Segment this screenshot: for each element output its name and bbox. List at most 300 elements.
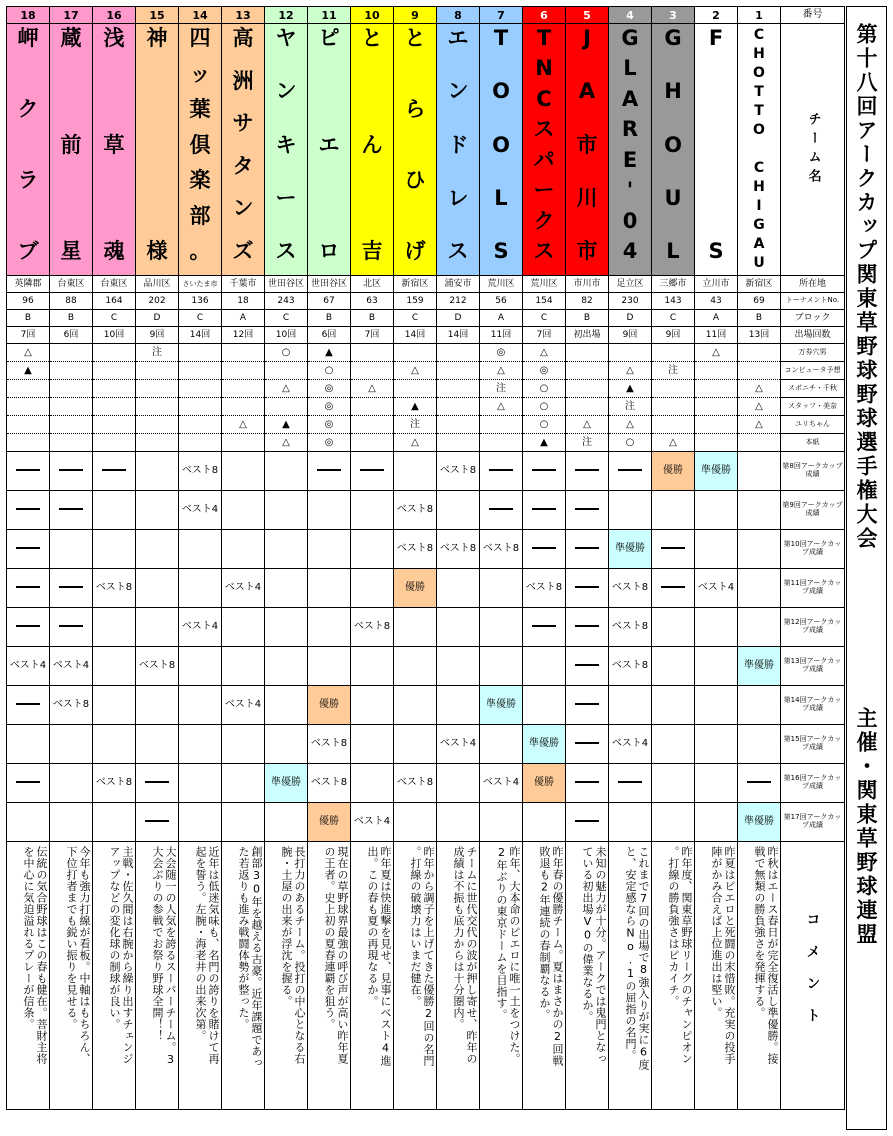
comment-column: 敗退も2年連続の春制覇なるか。 — [538, 846, 551, 1021]
team-name — [50, 24, 93, 276]
comment-text — [566, 842, 608, 1106]
dash-mark — [575, 586, 599, 588]
history-result — [308, 452, 351, 491]
dash-mark — [575, 469, 599, 471]
prediction-mark — [738, 434, 781, 452]
team-comment — [394, 842, 437, 1110]
history-result: ベスト8 — [308, 764, 351, 803]
history-label: 第8回アークカップ成績 — [781, 452, 845, 491]
history-result — [265, 608, 308, 647]
history-result — [609, 686, 652, 725]
history-result — [179, 569, 222, 608]
team-comment — [136, 842, 179, 1110]
comment-column: 創部30年を越える古豪。近年課題であっ — [250, 846, 263, 1069]
prediction-mark — [222, 398, 265, 416]
team-block: C — [394, 310, 437, 327]
history-result — [480, 452, 523, 491]
team-block: A — [480, 310, 523, 327]
prediction-mark: 注 — [136, 344, 179, 362]
history-result: ベスト8 — [609, 569, 652, 608]
team-number: 2 — [695, 7, 738, 24]
team-loc: 浦安市 — [437, 276, 480, 293]
team-number: 16 — [93, 7, 136, 24]
history-result — [265, 569, 308, 608]
prediction-mark: △ — [609, 362, 652, 380]
history-result — [695, 686, 738, 725]
history-result: ベスト8 — [523, 569, 566, 608]
team-number: 15 — [136, 7, 179, 24]
history-result — [222, 647, 265, 686]
history-result — [738, 764, 781, 803]
history-result — [566, 569, 609, 608]
team-block: B — [7, 310, 50, 327]
history-result — [265, 686, 308, 725]
history-result — [480, 647, 523, 686]
table-row — [7, 608, 845, 647]
team-name — [437, 24, 480, 276]
team-app: 6回 — [308, 327, 351, 344]
team-loc: 荒川区 — [480, 276, 523, 293]
history-result — [265, 452, 308, 491]
history-result — [738, 608, 781, 647]
history-result — [480, 803, 523, 842]
comment-text — [179, 842, 221, 1106]
comment-column: 今年も強力打線が看板。中軸はもちろん、 — [78, 846, 91, 1065]
team-comment — [265, 842, 308, 1110]
comment-column: 下位打者までも鋭い振りを見せる。 — [65, 846, 78, 1030]
prediction-mark — [136, 434, 179, 452]
team-number: 17 — [50, 7, 93, 24]
history-result — [566, 491, 609, 530]
comment-column: 未知の魅力が十分。アークでは鬼門となっ — [594, 846, 607, 1065]
history-result — [179, 764, 222, 803]
history-result — [652, 803, 695, 842]
history-result — [50, 569, 93, 608]
comment-label — [781, 842, 845, 1110]
prediction-mark — [265, 398, 308, 416]
history-result — [50, 530, 93, 569]
comment-column: の王者。史上初の夏春連覇を狙う。 — [323, 846, 336, 1030]
team-block: D — [609, 310, 652, 327]
prediction-mark: △ — [652, 434, 695, 452]
prediction-mark — [437, 380, 480, 398]
history-result — [136, 725, 179, 764]
history-result — [50, 452, 93, 491]
history-result — [738, 452, 781, 491]
prediction-mark — [222, 434, 265, 452]
team-name — [695, 24, 738, 276]
dash-mark — [575, 820, 599, 822]
team-app: 9回 — [652, 327, 695, 344]
history-result — [480, 608, 523, 647]
comment-heading: コメント — [804, 911, 821, 1040]
history-result — [136, 491, 179, 530]
comment-column: 近年は低迷気味も、名門の誇りを賭けて再 — [207, 846, 220, 1065]
history-result — [222, 452, 265, 491]
history-result: 準優勝 — [265, 764, 308, 803]
prediction-mark — [652, 344, 695, 362]
history-result — [738, 530, 781, 569]
team-name — [738, 24, 781, 276]
prediction-mark — [93, 380, 136, 398]
prediction-mark: △ — [738, 398, 781, 416]
team-tno: 154 — [523, 293, 566, 310]
number-label: 番号 — [781, 7, 845, 24]
team-name — [351, 24, 394, 276]
history-result — [437, 491, 480, 530]
team-table — [6, 6, 845, 1110]
dash-mark — [575, 547, 599, 549]
table-row — [7, 764, 845, 803]
team-app: 初出場 — [566, 327, 609, 344]
prediction-mark — [93, 362, 136, 380]
history-result: ベスト8 — [179, 452, 222, 491]
team-name-text: G L A R E ' 0 4 — [621, 26, 639, 263]
team-tno: 96 — [7, 293, 50, 310]
team-comment — [738, 842, 781, 1110]
prediction-mark: △ — [222, 416, 265, 434]
team-name — [179, 24, 222, 276]
prediction-mark: ○ — [523, 398, 566, 416]
history-result — [738, 686, 781, 725]
prediction-mark: △ — [738, 416, 781, 434]
history-result: 準優勝 — [695, 452, 738, 491]
title-band — [846, 6, 887, 1130]
prediction-mark — [394, 344, 437, 362]
history-result — [480, 491, 523, 530]
history-result — [394, 452, 437, 491]
prediction-mark — [7, 380, 50, 398]
team-tno: 18 — [222, 293, 265, 310]
team-tno: 69 — [738, 293, 781, 310]
history-result — [351, 452, 394, 491]
table-row — [7, 362, 845, 380]
prediction-mark — [351, 434, 394, 452]
prediction-mark — [566, 398, 609, 416]
history-result — [7, 569, 50, 608]
history-label: 第14回アークカップ成績 — [781, 686, 845, 725]
prediction-mark: △ — [7, 344, 50, 362]
team-tno: 67 — [308, 293, 351, 310]
table-row — [7, 24, 845, 276]
team-tno: 56 — [480, 293, 523, 310]
team-block: A — [222, 310, 265, 327]
team-name-heading: チーム名 — [805, 111, 821, 188]
dash-mark — [661, 547, 685, 549]
dash-mark — [145, 781, 169, 783]
history-result: ベスト4 — [609, 725, 652, 764]
team-app: 9回 — [609, 327, 652, 344]
prediction-mark — [7, 416, 50, 434]
dash-mark — [575, 625, 599, 627]
history-result: ベスト4 — [480, 764, 523, 803]
dash-mark — [317, 469, 341, 471]
team-tno: 88 — [50, 293, 93, 310]
prediction-mark: ▲ — [308, 344, 351, 362]
history-result — [351, 686, 394, 725]
history-result — [93, 491, 136, 530]
team-number: 14 — [179, 7, 222, 24]
team-comment — [609, 842, 652, 1110]
prediction-mark — [480, 416, 523, 434]
table-row — [7, 344, 845, 362]
prediction-mark: △ — [566, 416, 609, 434]
history-label: 第13回アークカップ成績 — [781, 647, 845, 686]
prediction-mark: △ — [265, 380, 308, 398]
history-result: ベスト4 — [222, 686, 265, 725]
history-result — [437, 569, 480, 608]
comment-column: 昨年春の優勝チーム。夏はまさかの2回戦 — [551, 846, 564, 1067]
history-result — [93, 530, 136, 569]
history-result — [7, 491, 50, 530]
comment-column: 。打線の勝負強さはピカイチ。 — [667, 846, 680, 1007]
comment-column: ている初出場V0の偉業なるか。 — [581, 846, 594, 1023]
history-result — [652, 647, 695, 686]
team-loc: 台東区 — [50, 276, 93, 293]
history-result — [695, 803, 738, 842]
table-row — [7, 7, 845, 24]
history-result — [652, 491, 695, 530]
team-block: D — [437, 310, 480, 327]
comment-text — [652, 842, 694, 1106]
team-app: 13回 — [738, 327, 781, 344]
prediction-mark — [50, 380, 93, 398]
prediction-mark — [351, 344, 394, 362]
prediction-mark — [50, 434, 93, 452]
comment-text — [50, 842, 92, 1106]
prediction-mark — [136, 380, 179, 398]
history-result: ベスト4 — [437, 725, 480, 764]
team-number: 3 — [652, 7, 695, 24]
team-number: 11 — [308, 7, 351, 24]
history-label: 第9回アークカップ成績 — [781, 491, 845, 530]
prediction-mark — [50, 344, 93, 362]
team-name — [566, 24, 609, 276]
history-result: ベスト8 — [480, 530, 523, 569]
team-block: B — [738, 310, 781, 327]
history-result: ベスト4 — [351, 803, 394, 842]
team-tno: 143 — [652, 293, 695, 310]
team-loc: 品川区 — [136, 276, 179, 293]
team-tno: 230 — [609, 293, 652, 310]
history-label: 第12回アークカップ成績 — [781, 608, 845, 647]
dash-mark — [59, 586, 83, 588]
comment-column: 主戦・佐久間は右腕から繰り出すチェンジ — [121, 846, 134, 1065]
prediction-mark: 注 — [609, 398, 652, 416]
table-row — [7, 276, 845, 293]
table-row — [7, 434, 845, 452]
history-result — [136, 569, 179, 608]
dash-mark — [489, 508, 513, 510]
prediction-mark — [652, 380, 695, 398]
history-result — [136, 530, 179, 569]
history-result: 準優勝 — [523, 725, 566, 764]
prediction-mark: ▲ — [7, 362, 50, 380]
table-row — [7, 398, 845, 416]
prediction-mark: ▲ — [394, 398, 437, 416]
prediction-mark — [50, 362, 93, 380]
history-result: 優勝 — [308, 686, 351, 725]
history-result — [523, 491, 566, 530]
team-name — [480, 24, 523, 276]
prediction-mark — [179, 398, 222, 416]
team-loc: 千葉市 — [222, 276, 265, 293]
prediction-mark — [695, 416, 738, 434]
prediction-mark: △ — [480, 362, 523, 380]
page-title: 第十八回アークカップ関東草野球野球選手権大会 — [854, 23, 878, 551]
team-name-text: T N C ス パ ー ク ス — [533, 26, 555, 263]
history-result — [308, 647, 351, 686]
row-label-location: 所在地 — [781, 276, 845, 293]
history-result — [523, 452, 566, 491]
prediction-mark: 注 — [652, 362, 695, 380]
history-result — [652, 725, 695, 764]
history-result — [50, 491, 93, 530]
prediction-mark: △ — [738, 380, 781, 398]
prediction-mark — [265, 362, 308, 380]
prediction-mark — [652, 416, 695, 434]
history-result — [480, 725, 523, 764]
history-result — [437, 647, 480, 686]
team-name — [652, 24, 695, 276]
dash-mark — [532, 547, 556, 549]
history-result: 優勝 — [308, 803, 351, 842]
team-comment — [480, 842, 523, 1110]
prediction-mark — [93, 344, 136, 362]
team-loc: 北区 — [351, 276, 394, 293]
team-app: 14回 — [437, 327, 480, 344]
team-number: 13 — [222, 7, 265, 24]
prediction-mark — [695, 380, 738, 398]
comment-column: 昨年夏は快進撃を見せ、見事にベスト4進 — [379, 846, 392, 1067]
prediction-mark — [695, 362, 738, 380]
history-result — [351, 569, 394, 608]
history-result: ベスト8 — [93, 764, 136, 803]
prediction-mark — [480, 434, 523, 452]
table-row — [7, 530, 845, 569]
comment-column: 大会随一の人気を誇るスーパーチーム。3 — [164, 846, 177, 1067]
comment-text — [695, 842, 737, 1106]
dash-mark — [59, 469, 83, 471]
history-result: 準優勝 — [480, 686, 523, 725]
team-app: 11回 — [695, 327, 738, 344]
prediction-mark: ○ — [265, 344, 308, 362]
prediction-mark: ○ — [609, 434, 652, 452]
history-result — [566, 530, 609, 569]
team-loc: さいたま市 — [179, 276, 222, 293]
team-block: B — [566, 310, 609, 327]
history-result — [222, 725, 265, 764]
comment-column: 戦で無類の勝負強さを発揮する。 — [753, 846, 766, 1019]
team-number: 4 — [609, 7, 652, 24]
history-result: ベスト8 — [308, 725, 351, 764]
prediction-mark — [179, 362, 222, 380]
team-number: 10 — [351, 7, 394, 24]
team-app: 6回 — [50, 327, 93, 344]
dash-mark — [532, 469, 556, 471]
history-result — [93, 803, 136, 842]
prediction-mark: 注 — [480, 380, 523, 398]
comment-text — [437, 842, 479, 1106]
comment-text — [265, 842, 307, 1106]
history-result — [308, 569, 351, 608]
history-result — [50, 725, 93, 764]
history-label: 第11回アークカップ成績 — [781, 569, 845, 608]
dash-mark — [575, 742, 599, 744]
history-result — [222, 530, 265, 569]
prediction-mark — [351, 362, 394, 380]
team-name-text: F S — [708, 26, 724, 263]
team-app: 14回 — [394, 327, 437, 344]
history-result — [652, 530, 695, 569]
team-loc: 荒川区 — [523, 276, 566, 293]
comment-column: アップなどの変化球の制球が良い。 — [108, 846, 121, 1030]
prediction-mark — [566, 344, 609, 362]
prediction-label: スポニチ・千秋 — [781, 380, 845, 398]
history-result — [93, 647, 136, 686]
table-row — [7, 380, 845, 398]
history-result — [566, 608, 609, 647]
history-result: ベスト8 — [394, 764, 437, 803]
history-result: ベスト8 — [50, 686, 93, 725]
dash-mark — [59, 625, 83, 627]
team-app: 14回 — [179, 327, 222, 344]
team-comment — [50, 842, 93, 1110]
history-result — [136, 686, 179, 725]
team-block: C — [93, 310, 136, 327]
history-result: 優勝 — [523, 764, 566, 803]
prediction-mark: ▲ — [265, 416, 308, 434]
comment-text — [136, 842, 178, 1106]
team-name-text: 神 様 — [146, 26, 168, 263]
team-block: B — [308, 310, 351, 327]
dash-mark — [575, 781, 599, 783]
comment-text — [7, 842, 49, 1106]
history-result: ベスト4 — [179, 491, 222, 530]
team-loc: 世田谷区 — [308, 276, 351, 293]
history-result — [265, 725, 308, 764]
team-name-text: 蔵 前 星 — [60, 26, 82, 263]
history-result — [136, 452, 179, 491]
history-label: 第15回アークカップ成績 — [781, 725, 845, 764]
team-tno: 63 — [351, 293, 394, 310]
dash-mark — [489, 469, 513, 471]
prediction-mark — [437, 434, 480, 452]
dash-mark — [618, 469, 642, 471]
prediction-mark — [738, 344, 781, 362]
prediction-mark — [7, 434, 50, 452]
prediction-mark: △ — [695, 344, 738, 362]
tournament-sheet — [6, 6, 887, 1130]
history-result — [179, 686, 222, 725]
dash-mark — [16, 781, 40, 783]
prediction-mark: △ — [609, 416, 652, 434]
history-result: ベスト8 — [93, 569, 136, 608]
history-result — [308, 491, 351, 530]
prediction-mark: △ — [480, 398, 523, 416]
history-result — [652, 608, 695, 647]
prediction-mark — [351, 416, 394, 434]
team-app: 12回 — [222, 327, 265, 344]
comment-text — [222, 842, 264, 1106]
history-result — [566, 764, 609, 803]
comment-column: と、安定感ならNo.1の屈指の名門。 — [624, 846, 637, 1061]
team-tno: 243 — [265, 293, 308, 310]
team-number: 7 — [480, 7, 523, 24]
dash-mark — [102, 469, 126, 471]
prediction-label: 本紙 — [781, 434, 845, 452]
prediction-mark — [394, 380, 437, 398]
